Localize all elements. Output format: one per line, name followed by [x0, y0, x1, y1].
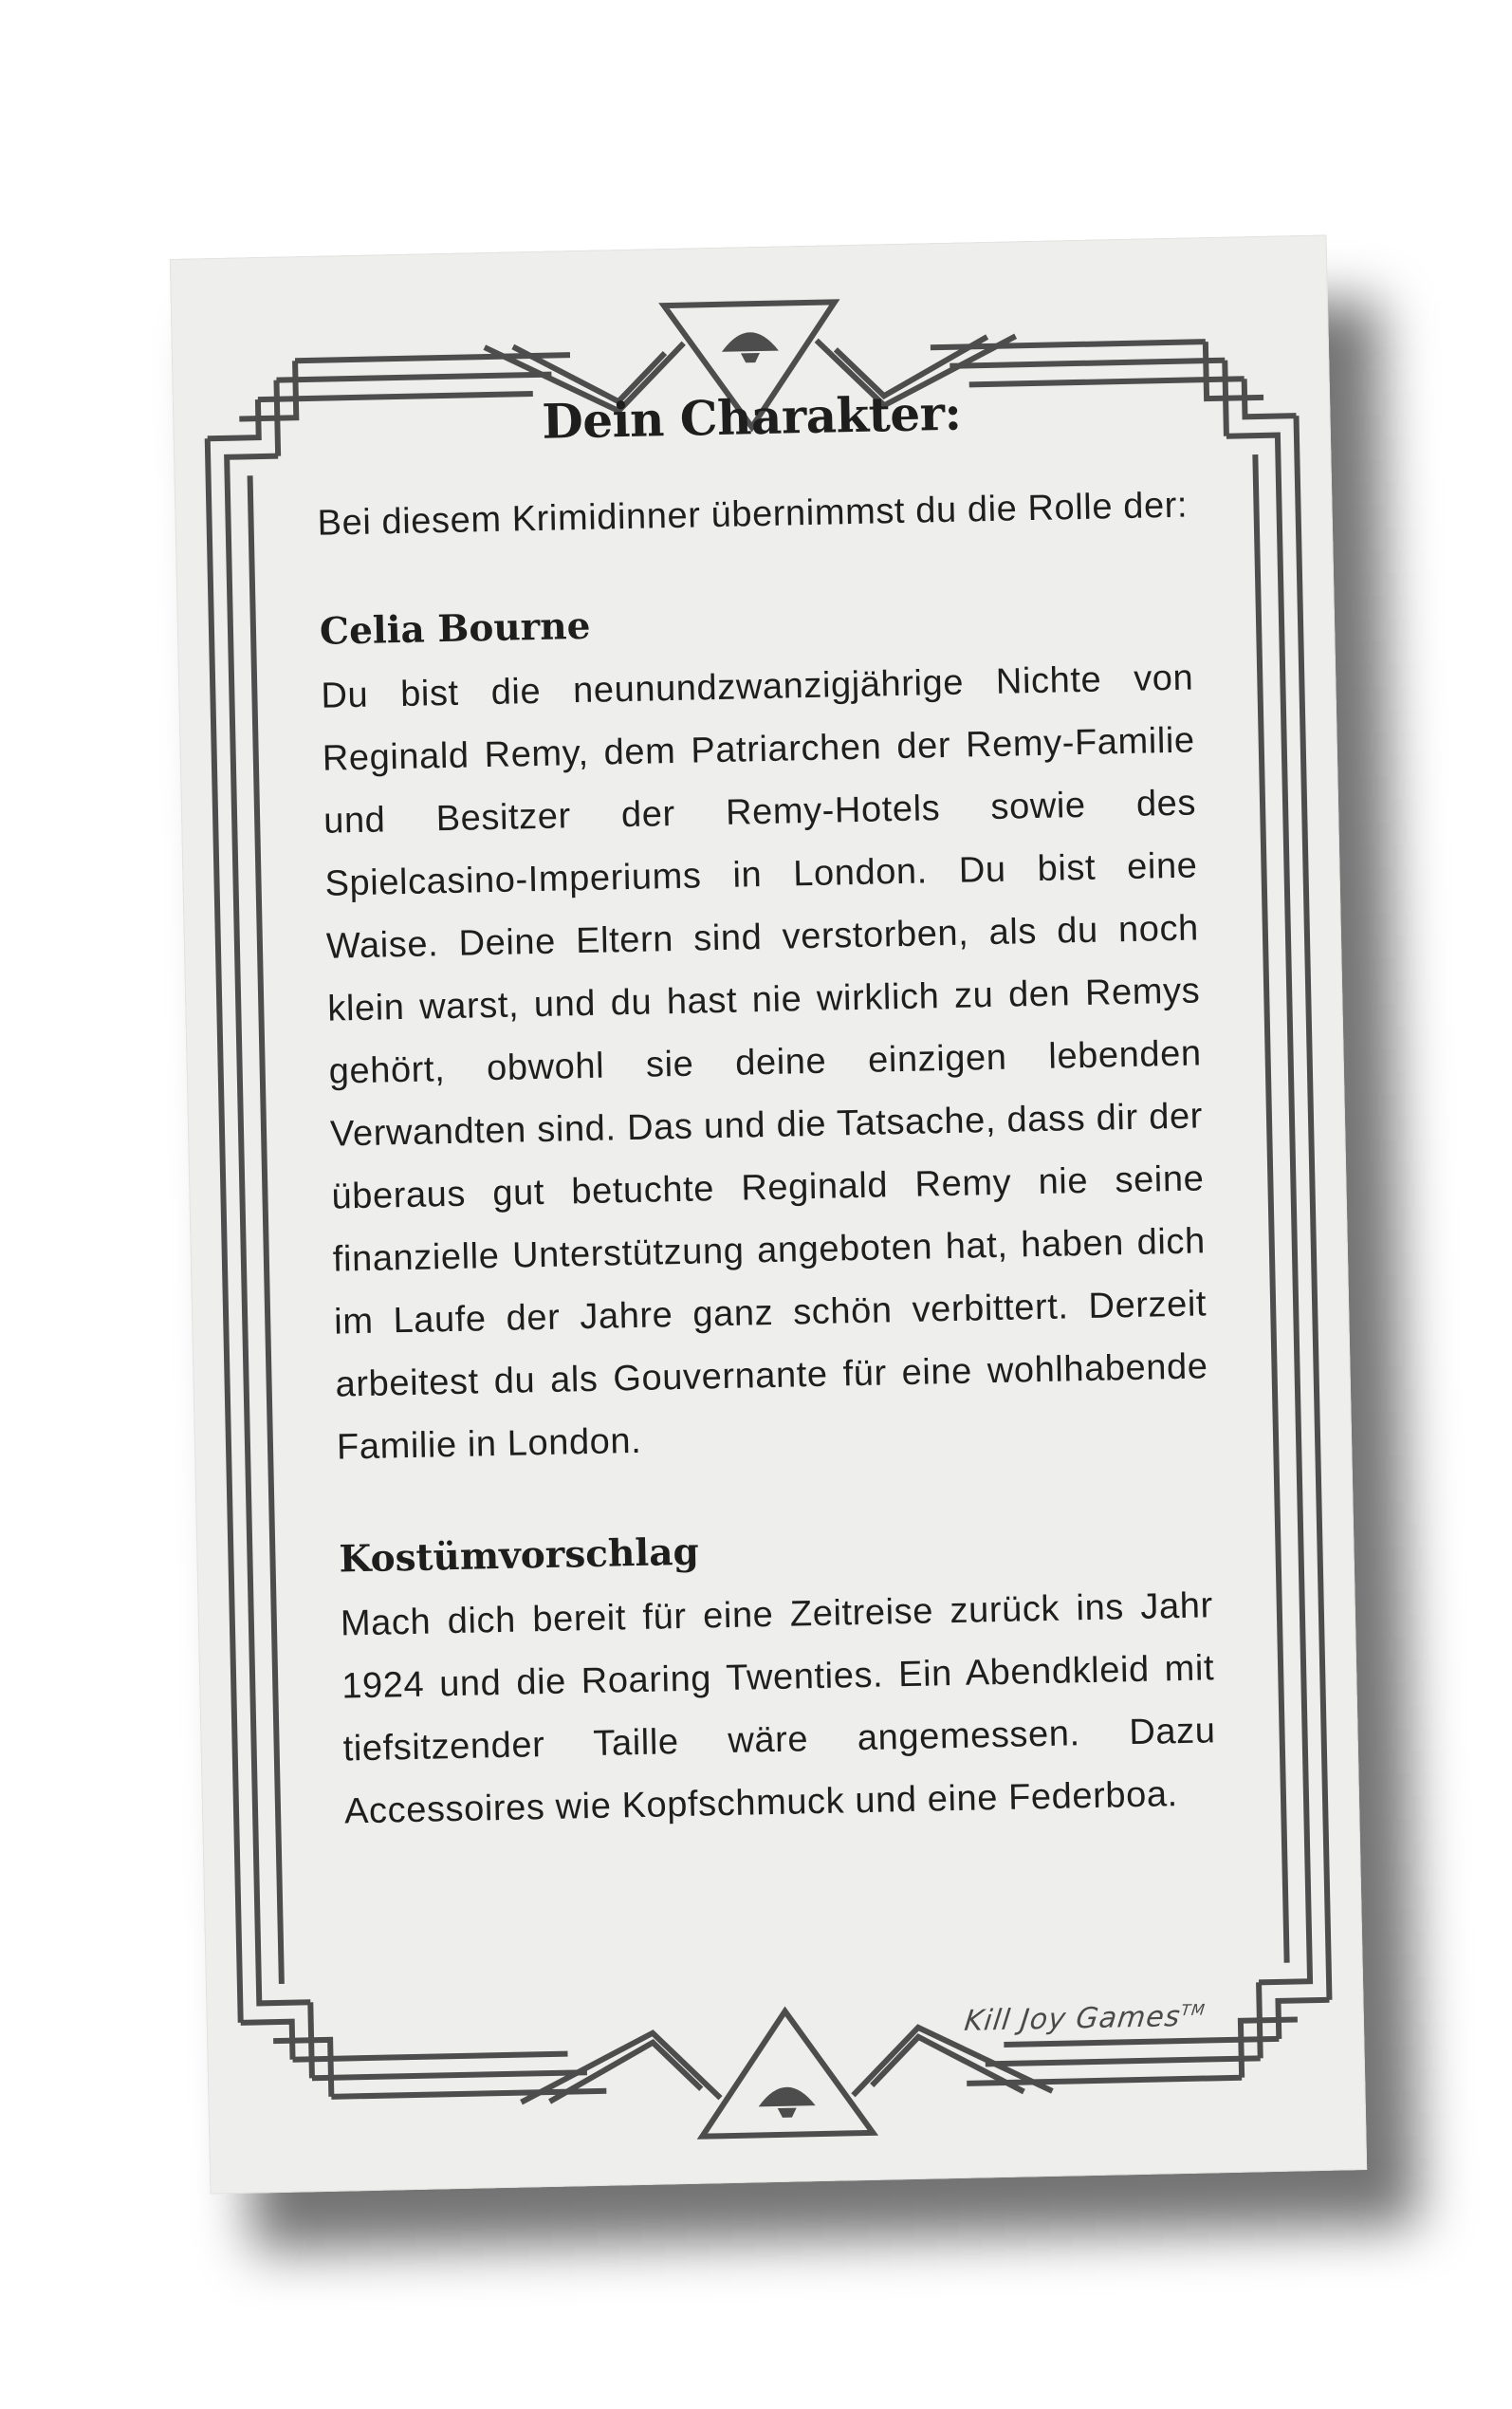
character-name: Celia Bourne	[319, 603, 591, 654]
brand-trademark: TM	[1179, 2000, 1207, 2020]
character-card	[170, 234, 1367, 2194]
card-title: Dein Charakter:	[541, 384, 962, 450]
card-content	[315, 380, 1218, 1844]
intro-text: Bei diesem Krimidinner übernimmst du die Rolle der:	[317, 485, 1189, 544]
costume-text: Mach dich bereit für eine Zeitreise zurück ins Jahr 1924 und die Roaring Twenties. Ein Abendkleid mit tiefsitzender Taille wäre angemessen. Dazu Accessoires wie Kopfschmuck und eine Federboa.	[340, 1585, 1216, 1832]
character-description: Du bist die neunundzwanzigjährige Nichte von Reginald Remy, dem Patriarchen der Remy-Familie und Besitzer der Remy-Hotels sowie des Spielcasino-Imperiums in London. Du bist eine Waise. Deine Eltern sind verstorben, als du noch klein warst, und du hast nie wirklich zu den Remys gehört, obwohl sie deine einzigen lebenden Verwandten sind. Das und die Tatsache, dass dir der überaus gut betuchte Reginald Remy nie seine finanzielle Unterstützung angeboten hat, haben dich im Laufe der Jahre ganz schön verbittert. Derzeit arbeitest du als Gouvernante für eine wohlhabende Familie in London.	[321, 658, 1208, 1468]
brand-logo	[963, 2000, 1207, 2038]
shell-icon	[758, 2086, 816, 2118]
shell-icon	[722, 332, 780, 363]
costume-heading: Kostümvorschlag	[339, 1529, 700, 1582]
brand-name: Kill Joy Games	[962, 2000, 1183, 2038]
